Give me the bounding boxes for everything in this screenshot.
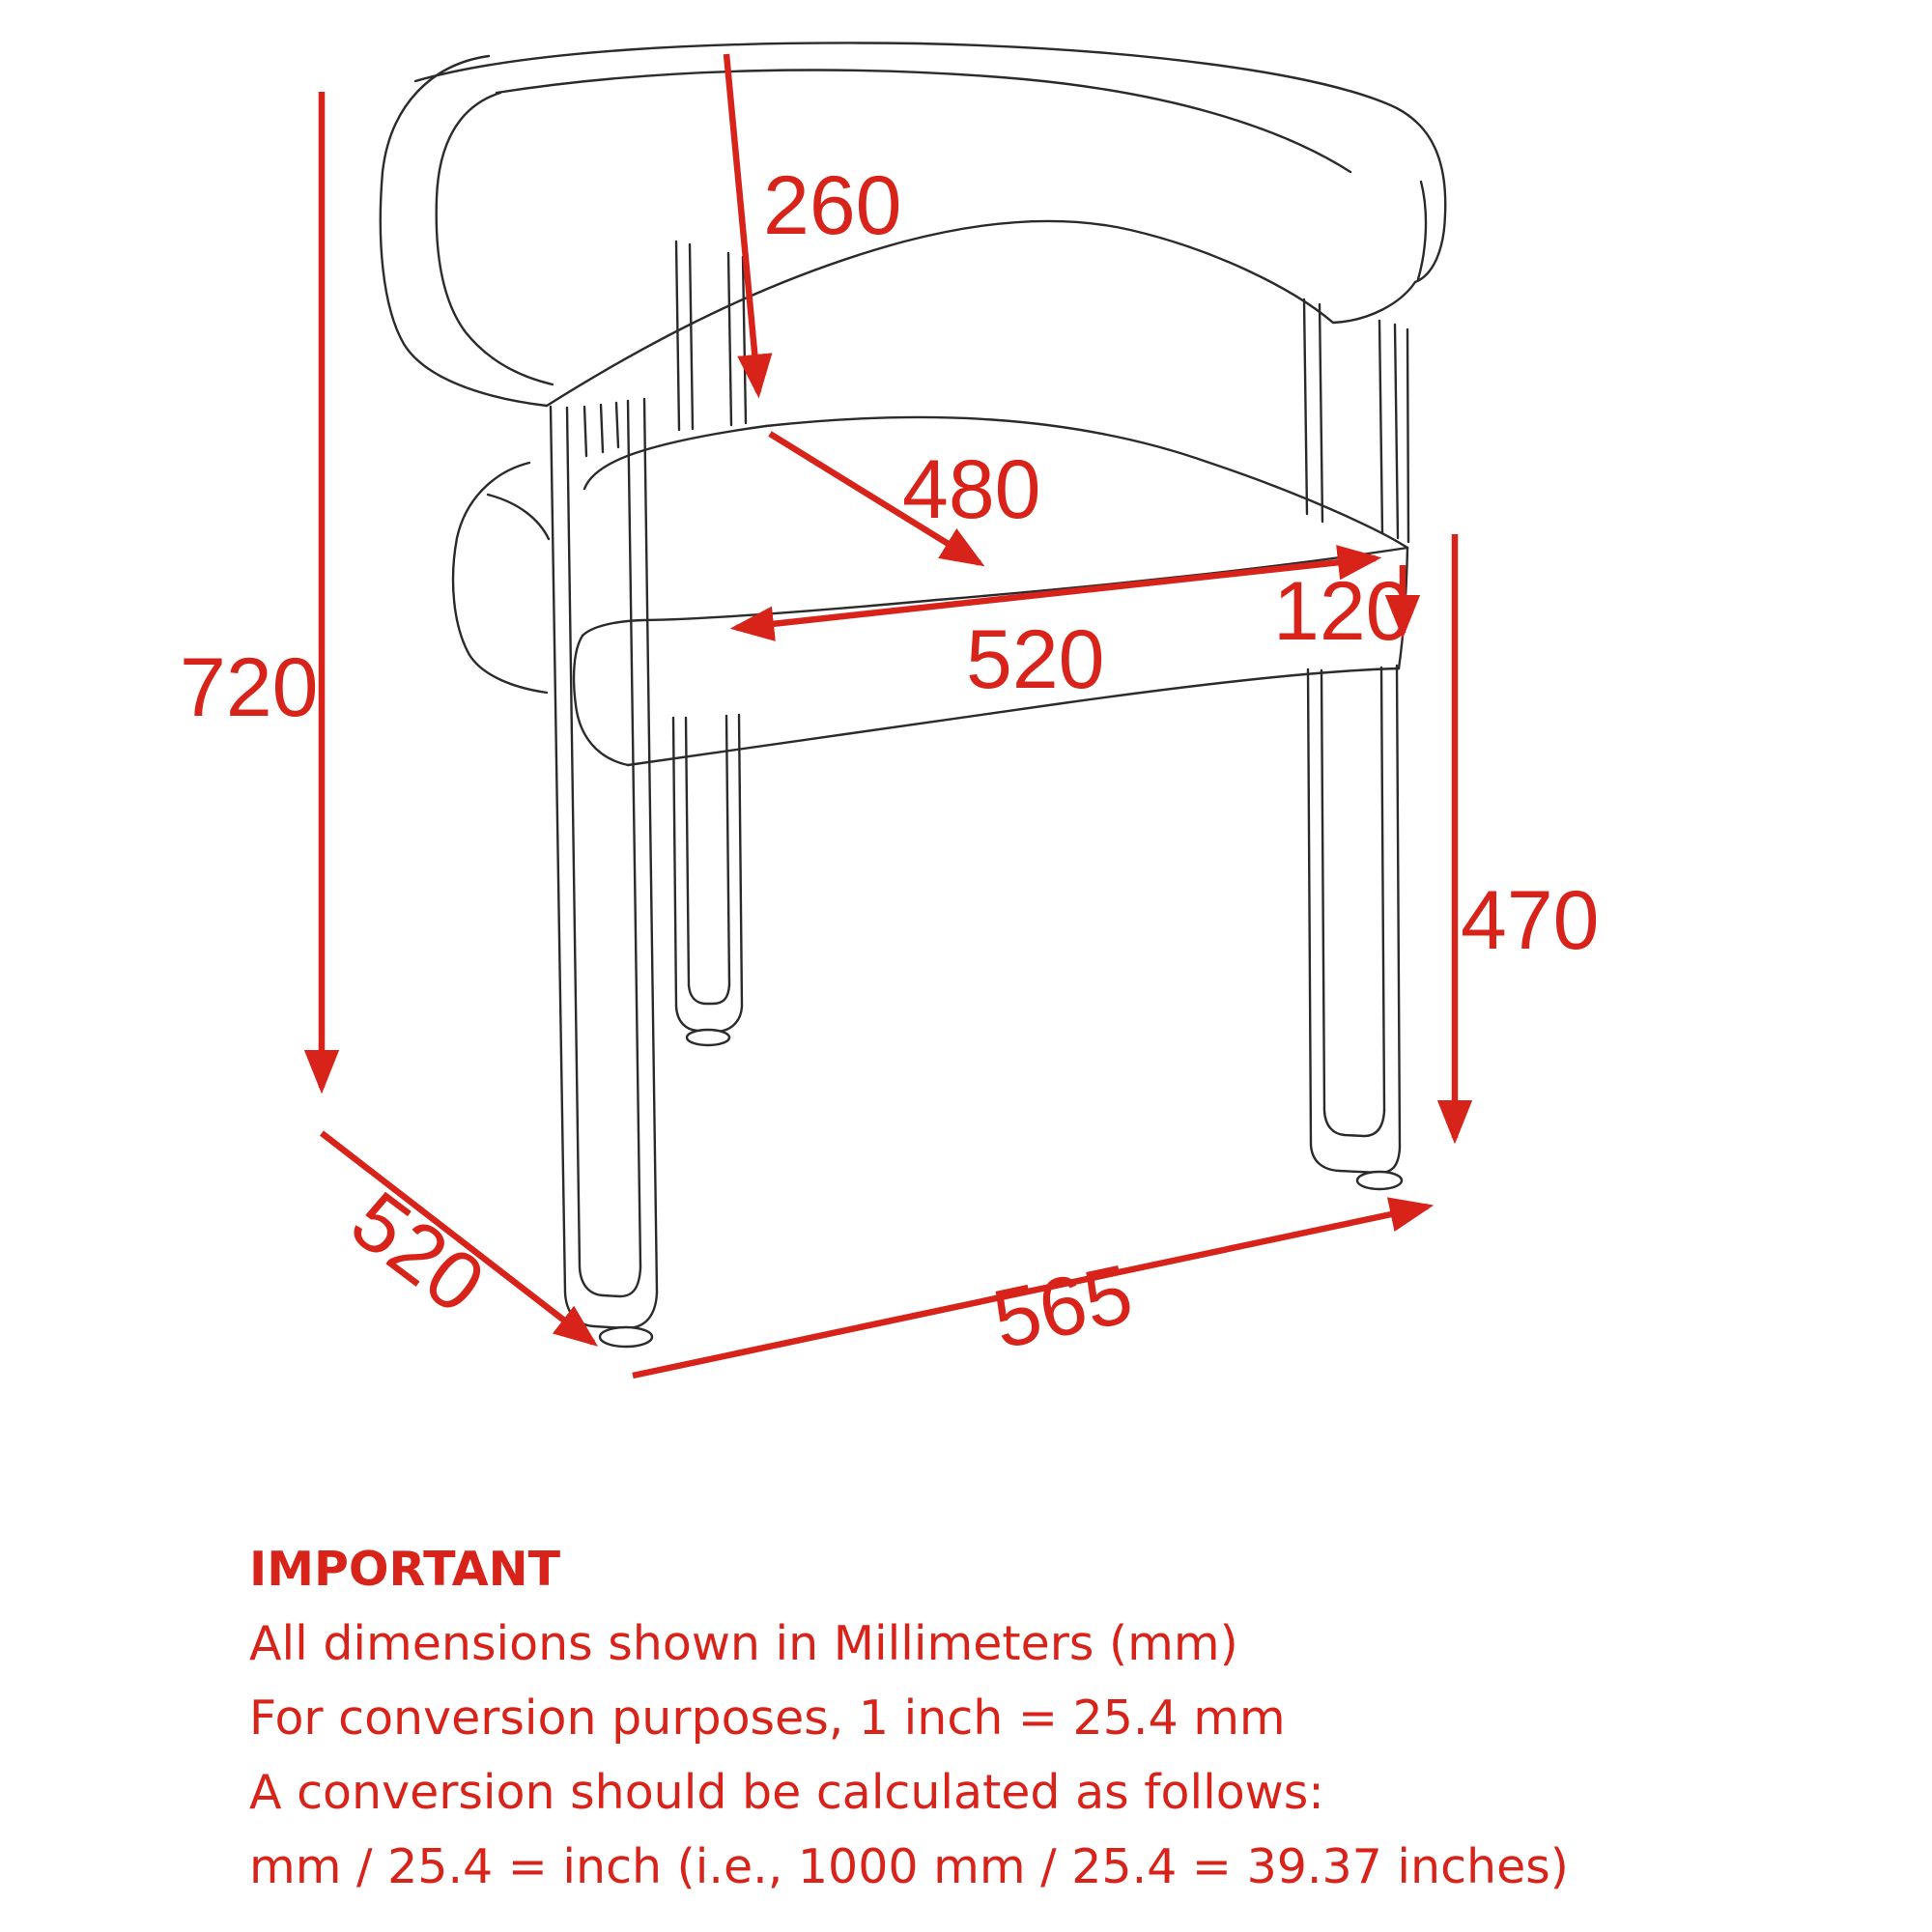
dimension-back-height <box>726 54 902 392</box>
right-legs <box>1308 666 1402 1189</box>
seat-left-side <box>574 636 628 765</box>
note-line-3: A conversion should be calculated as follows: <box>249 1765 1324 1820</box>
seat-back-edge-left <box>584 426 766 489</box>
seat-top-back-edge <box>766 417 1407 548</box>
rear-left-leg <box>673 715 742 1045</box>
dim-label-seat-depth: 480 <box>902 443 1041 536</box>
dimension-base-width <box>633 1207 1428 1376</box>
front-left-foot <box>600 1327 652 1347</box>
arrow-back-height <box>726 54 758 392</box>
dim-label-base-width: 565 <box>985 1247 1141 1367</box>
arm-cap-outer <box>381 56 547 406</box>
dim-label-back-height: 260 <box>763 159 902 252</box>
backrest-band <box>415 43 1445 406</box>
dim-label-floor-to-seat: 470 <box>1461 874 1600 967</box>
dim-label-overall-height: 720 <box>180 641 319 734</box>
dimension-seat-depth <box>770 434 1041 563</box>
arm-cap <box>381 56 553 406</box>
arm-bulge <box>453 463 549 693</box>
dimension-overall-height <box>180 92 322 1088</box>
chair-line-art <box>381 43 1445 1347</box>
band-right-end-face <box>1418 182 1426 279</box>
note-heading: IMPORTANT <box>249 1542 561 1597</box>
dimension-seat-thickness <box>1273 565 1412 658</box>
bulge-inner <box>488 495 549 539</box>
dim-label-seat-thickness: 120 <box>1273 565 1412 658</box>
band-inner-rim <box>497 71 1350 172</box>
note-line-1: All dimensions shown in Millimeters (mm) <box>249 1616 1238 1671</box>
dimension-base-depth <box>322 1133 593 1343</box>
front-left-leg <box>551 399 657 1347</box>
dim-label-base-depth: 520 <box>334 1174 501 1332</box>
dimension-floor-to-seat <box>1455 534 1600 1138</box>
note-block <box>249 1532 1891 1904</box>
band-outer-top-edge <box>415 43 1445 282</box>
note-line-4: mm / 25.4 = inch (i.e., 1000 mm / 25.4 = 39.37 inches) <box>249 1839 1569 1894</box>
dim-label-seat-width: 520 <box>966 613 1105 706</box>
arm-cap-inner <box>437 93 553 384</box>
right-foot <box>1357 1172 1402 1189</box>
note-line-2: For conversion purposes, 1 inch = 25.4 mm <box>249 1690 1286 1746</box>
rear-left-foot <box>687 1030 729 1045</box>
